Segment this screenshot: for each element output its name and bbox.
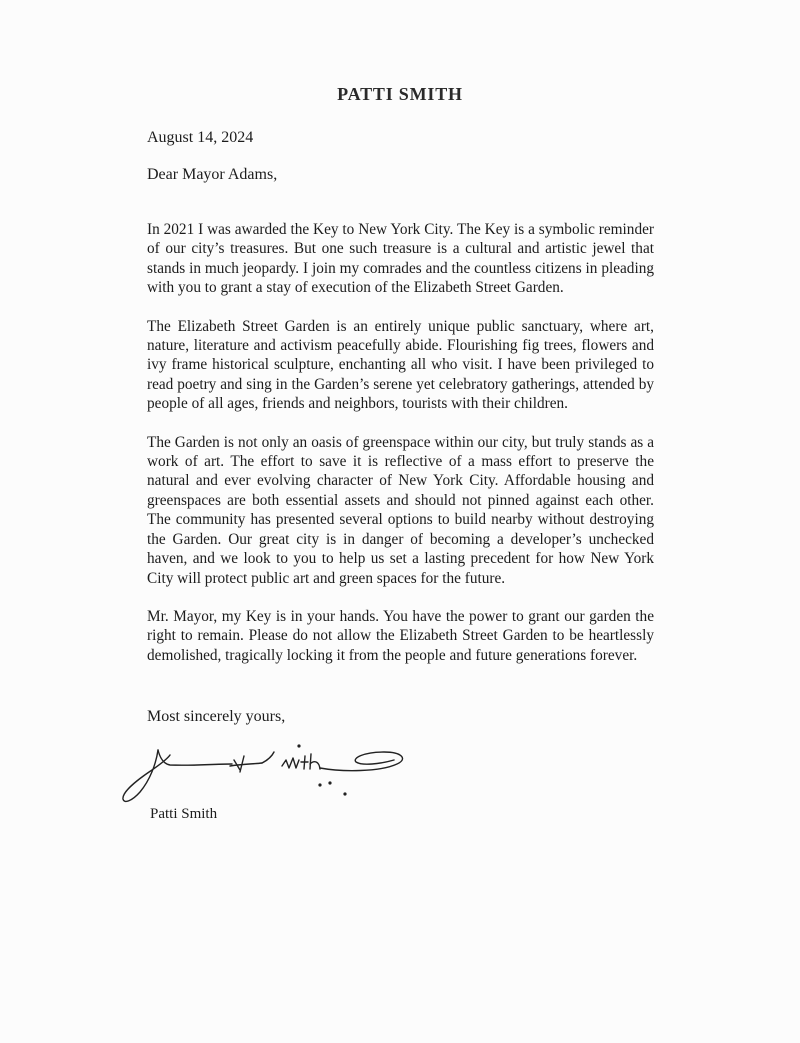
- handwritten-signature: [112, 738, 412, 808]
- letter-date: August 14, 2024: [147, 129, 254, 146]
- letterhead: PATTI SMITH: [337, 84, 463, 104]
- signer-name: Patti Smith: [150, 806, 218, 822]
- paragraph-2: The Elizabeth Street Garden is an entirely unique public sanctuary, where art, nature, literature and activism peacefully abide. Flourishing fig trees, flowers and ivy frame historical sculpture, enchanting all who visit. I have been privileged to read poetry and sing in the Garden’s serene yet celebratory gatherings, attended by people of all ages, friends and neighbors, tourists with their children.: [147, 317, 654, 413]
- letter-body: [147, 220, 654, 684]
- paragraph-1: In 2021 I was awarded the Key to New York City. The Key is a symbolic reminder of our city’s treasures. But one such treasure is a cultural and artistic jewel that stands in much jeopardy. I join my comrades and the countless citizens in pleading with you to grant a stay of execution of the Elizabeth Street Garden.: [147, 221, 654, 297]
- closing: Most sincerely yours,: [147, 708, 286, 725]
- paragraph-4: Mr. Mayor, my Key is in your hands. You have the power to grant our garden the right to remain. Please do not allow the Elizabeth Street Garden to be heartlessly demolished, tragically locking it from the people and future generations forever.: [147, 607, 654, 664]
- paragraph-3: The Garden is not only an oasis of greenspace within our city, but truly stands as a work of art. The effort to save it is reflective of a mass effort to preserve the natural and ever evolving character of New York City. Affordable housing and greenspaces are both essential assets and should not pinned against each other. The community has presented several options to build nearby without destroying the Garden. Our great city is in danger of becoming a developer’s unchecked haven, and we look to you to help us set a lasting precedent for how New York City will protect public art and green spaces for the future.: [147, 433, 654, 587]
- salutation: Dear Mayor Adams,: [147, 166, 278, 183]
